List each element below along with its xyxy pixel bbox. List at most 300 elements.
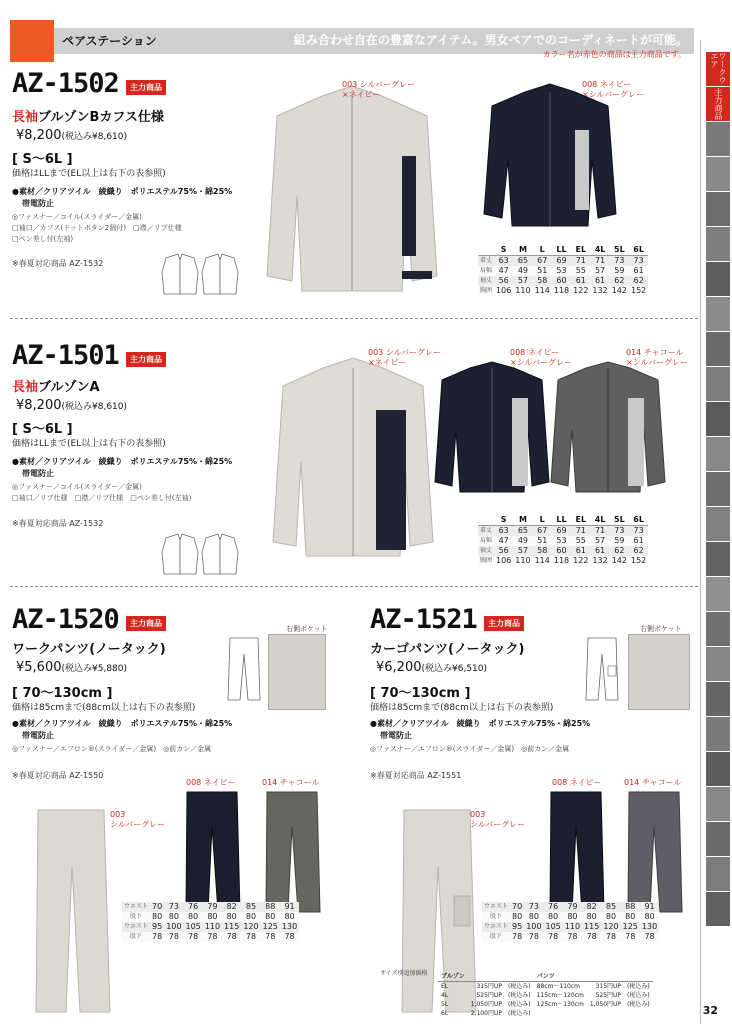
header-accent-block (10, 20, 54, 62)
pocket-label: 右側ポケット (640, 625, 682, 633)
side-tab[interactable] (706, 262, 730, 296)
size-cell: 55 (571, 266, 590, 276)
size-header: M (513, 515, 532, 526)
size-cell: 105 (545, 922, 561, 931)
product-code: AZ-1520 (12, 604, 119, 635)
row-label: 着丈 (480, 527, 493, 534)
size-cell: 69 (552, 256, 571, 267)
size-cell: 58 (533, 546, 552, 556)
product-name-red: 長袖 (12, 380, 39, 395)
size-cell: 61 (629, 266, 648, 276)
row-label: ウエスト (484, 903, 509, 910)
extra-price: 525円UP (476, 992, 502, 999)
size-header: 5L (610, 245, 629, 256)
size-header: M (513, 245, 532, 256)
table-row (478, 276, 648, 286)
size-cell: 60 (552, 276, 571, 286)
size-cell: 55 (571, 536, 590, 546)
extra-tax: (税込み) (507, 992, 531, 999)
size-cell: 62 (610, 276, 629, 286)
size-cell: 80 (152, 912, 163, 921)
size-cell: 63 (494, 526, 513, 537)
size-cell: 80 (222, 912, 241, 922)
side-tab[interactable] (706, 577, 730, 611)
side-tab[interactable] (706, 892, 730, 926)
product-code: AZ-1501 (12, 340, 119, 371)
size-cell: 53 (552, 536, 571, 546)
size-cell: 80 (601, 912, 620, 922)
pocket-detail-photo (628, 634, 690, 710)
pants-photo-charcoal (262, 790, 322, 914)
side-tab[interactable] (706, 437, 730, 471)
product-price (16, 128, 127, 143)
size-cell: 78 (203, 932, 222, 942)
size-cell: 71 (590, 526, 609, 537)
option-line: ◎ファスナー／コイル(スライダー／金属) (12, 483, 142, 491)
size-cell: 85 (601, 902, 620, 912)
size-cell: 78 (563, 932, 582, 942)
size-cell: 95 (512, 922, 523, 931)
size-cell: 61 (590, 546, 609, 556)
extra-price: 315円UP (595, 983, 622, 990)
extra-price: 1,050円UP (589, 1001, 622, 1008)
pants-size-table (122, 902, 299, 942)
side-tab[interactable] (706, 297, 730, 331)
option-line: ◎ファスナー／コイル(スライダー／金属) (12, 213, 142, 221)
color-label: 014 チャコール (624, 778, 682, 787)
size-cell: 82 (582, 902, 601, 912)
extra-size: EL (441, 983, 449, 990)
size-note: 価格はLLまで(EL以上は右下の表参照) (12, 439, 166, 449)
size-cell: 80 (241, 912, 260, 922)
product-name (12, 376, 100, 395)
size-cell: 125 (622, 922, 638, 931)
pants-size-table (482, 902, 659, 942)
size-cell: 118 (553, 286, 570, 295)
product-price (16, 660, 127, 675)
table-row (478, 256, 648, 267)
main-product-badge: 主力商品 (126, 80, 166, 95)
size-cell: 65 (513, 256, 532, 267)
size-cell: 70 (152, 902, 163, 911)
size-cell: 76 (183, 902, 202, 912)
antistatic-line: 帯電防止 (22, 469, 54, 478)
table-row (438, 982, 653, 992)
size-cell: 78 (512, 932, 523, 941)
size-cell: 78 (261, 932, 280, 942)
size-cell: 61 (571, 276, 590, 286)
size-cell: 60 (552, 546, 571, 556)
main-product-badge: 主力商品 (126, 352, 166, 367)
extra-tax: (税込み) (627, 983, 650, 990)
color-label: 008 ネイビー ×シルバーグレー (510, 348, 572, 367)
extra-head-jacket: ブルゾン (438, 972, 468, 982)
size-cell: 118 (553, 556, 570, 565)
size-cell: 114 (534, 286, 550, 295)
color-label: 008 ネイビー ×シルバーグレー (582, 80, 644, 99)
side-tab[interactable] (706, 542, 730, 576)
size-cell: 78 (280, 932, 299, 942)
summer-product-note: ※春夏対応商品 AZ-1532 (12, 259, 104, 268)
side-tab[interactable] (706, 122, 730, 156)
material-spec (12, 718, 232, 742)
price-tax: (税込み¥8,610) (61, 402, 128, 412)
size-cell: 80 (261, 912, 280, 922)
row-label: 股下 (122, 912, 150, 922)
option-line: ◎ファスナー／エフロン®(スライダー／金属) ◎前カン／金属 (370, 745, 570, 753)
product-name-red: 長袖 (12, 110, 39, 125)
option-line: □ペン差し付(左袖) (12, 235, 74, 243)
extra-price: 525円UP (595, 992, 622, 999)
size-cell: 70 (512, 902, 523, 911)
size-cell: 82 (222, 902, 241, 912)
row-label: 胸囲 (480, 287, 493, 294)
size-cell: 57 (590, 266, 609, 276)
pocket-label: 右側ポケット (286, 625, 328, 633)
product-price (16, 398, 127, 413)
extra-tax (624, 1009, 653, 1018)
size-cell: 71 (590, 256, 609, 267)
color-label: 014 チャコール (262, 778, 320, 787)
side-tab[interactable] (706, 857, 730, 891)
summer-product-note: ※春夏対応商品 AZ-1551 (370, 771, 462, 780)
summer-product-note: ※春夏対応商品 AZ-1532 (12, 519, 104, 528)
size-cell: 88 (261, 902, 280, 912)
size-range: [ 70～130cm ] (370, 686, 471, 701)
flat-sketch (160, 252, 240, 296)
pocket-detail-photo (268, 634, 326, 710)
size-header-corner (478, 515, 494, 526)
size-cell: 65 (513, 526, 532, 537)
size-cell: 59 (610, 536, 629, 546)
pants-photo-navy (546, 790, 606, 914)
side-tab[interactable] (706, 227, 730, 261)
price-tax: (税込み¥8,610) (61, 132, 128, 142)
size-cell: 62 (629, 546, 648, 556)
material-line: ●素材／クリアツイル 綾織り ポリエステル75%・綿25% (12, 719, 233, 728)
row-label: 着丈 (480, 257, 493, 264)
size-cell: 69 (552, 526, 571, 537)
side-tab[interactable] (706, 332, 730, 366)
size-range: [ 70～130cm ] (12, 686, 113, 701)
size-cell: 76 (543, 902, 562, 912)
color-label: 014 チャコール ×シルバーグレー (626, 348, 688, 367)
size-cell: 114 (534, 556, 550, 565)
table-row (478, 536, 648, 546)
flat-sketch (160, 532, 240, 576)
table-row (438, 1000, 653, 1009)
color-label: 008 ネイビー (552, 778, 602, 787)
size-cell: 57 (590, 536, 609, 546)
size-cell: 120 (603, 922, 619, 931)
size-header: 4L (590, 515, 609, 526)
size-header: 6L (629, 515, 648, 526)
product-price (376, 660, 487, 675)
jacket-photo-navy (480, 80, 620, 228)
row-label: 胸囲 (480, 557, 493, 564)
size-cell: 142 (611, 556, 627, 565)
side-tab[interactable] (706, 717, 730, 751)
size-cell: 79 (563, 902, 582, 912)
size-cell: 80 (164, 912, 183, 922)
size-cell: 78 (183, 932, 202, 942)
size-cell: 61 (590, 276, 609, 286)
size-header: LL (552, 515, 571, 526)
size-cell: 73 (164, 902, 183, 912)
size-cell: 73 (610, 526, 629, 537)
size-cell: 73 (524, 902, 543, 912)
row-label: 袖丈 (480, 277, 493, 284)
table-row (482, 922, 659, 932)
price-value: ¥5,600 (16, 660, 62, 675)
table-row (482, 932, 659, 942)
row-label: ウエスト (124, 903, 149, 910)
extra-price-table (438, 972, 653, 1018)
size-cell: 78 (601, 932, 620, 942)
size-cell: 62 (610, 546, 629, 556)
table-row (122, 912, 299, 922)
side-tab[interactable] (706, 682, 730, 716)
material-line: ●素材／クリアツイル 綾織り ポリエステル75%・綿25% (12, 187, 233, 196)
extra-price-title: サイズ別追加価格 (380, 970, 428, 977)
price-value: ¥8,200 (16, 398, 62, 413)
product-name: カーゴパンツ(ノータック) (370, 642, 525, 657)
size-header-corner (478, 245, 494, 256)
size-cell: 80 (280, 912, 299, 922)
extra-head-pants: パンツ (534, 972, 587, 982)
extra-size: 115cm～120cm (536, 992, 584, 999)
option-line: ◎ファスナー／エフロン®(スライダー／金属) ◎前カン／金属 (12, 745, 212, 753)
side-tab[interactable] (706, 822, 730, 856)
table-row (122, 932, 299, 942)
size-cell: 56 (494, 276, 513, 286)
size-cell: 110 (515, 286, 531, 295)
size-cell: 79 (203, 902, 222, 912)
jacket-photo-navy (432, 358, 552, 494)
color-label: 003 シルバーグレー (470, 810, 526, 829)
jacket-photo-silver (262, 76, 442, 296)
side-tab[interactable] (706, 752, 730, 786)
side-tab[interactable] (706, 647, 730, 681)
size-cell: 130 (641, 922, 658, 931)
pants-photo-charcoal (624, 790, 684, 914)
color-label: 003 シルバーグレー ×ネイビー (368, 348, 442, 367)
extra-price: 2,100円UP (470, 1010, 502, 1017)
row-label: 肩幅 (480, 267, 493, 274)
material-spec (12, 186, 232, 210)
table-row (478, 526, 648, 537)
table-row (478, 556, 648, 566)
extra-price (587, 1009, 624, 1018)
size-cell: 73 (610, 256, 629, 267)
size-range: [ S～6L ] (12, 152, 73, 167)
size-note: 価格はLLまで(EL以上は右下の表参照) (12, 169, 166, 179)
material-spec (370, 718, 590, 742)
side-tab[interactable] (706, 612, 730, 646)
side-tabs (706, 52, 730, 927)
size-cell: 80 (543, 912, 562, 922)
extra-size: 88cm～110cm (536, 983, 581, 990)
size-cell: 51 (533, 266, 552, 276)
size-cell: 120 (243, 922, 259, 931)
size-cell: 142 (611, 286, 627, 295)
size-header: EL (571, 515, 590, 526)
size-cell: 80 (512, 912, 523, 921)
size-cell: 88 (621, 902, 640, 912)
size-cell: 80 (582, 912, 601, 922)
size-header: EL (571, 245, 590, 256)
material-spec (12, 456, 232, 480)
summer-product-note: ※春夏対応商品 AZ-1550 (12, 771, 104, 780)
extra-price: 1,050円UP (470, 1001, 502, 1008)
extra-tax: (税込み) (507, 1010, 531, 1017)
options-list (12, 744, 211, 755)
table-row (122, 922, 299, 932)
jacket-size-table (478, 515, 648, 566)
size-cell: 78 (152, 932, 163, 941)
row-label: 股下 (482, 932, 510, 942)
jacket-photo-silver (268, 350, 438, 560)
material-line: ●素材／クリアツイル 綾織り ポリエステル75%・綿25% (370, 719, 591, 728)
size-cell: 91 (640, 902, 659, 912)
table-row (438, 1009, 653, 1018)
size-cell: 61 (571, 546, 590, 556)
option-line: □袖口／カフス(ドットボタン2個付) □襟／リブ仕様 (12, 224, 182, 232)
size-cell: 80 (621, 912, 640, 922)
size-cell: 61 (629, 536, 648, 546)
size-header: S (494, 515, 513, 526)
options-list (370, 744, 569, 755)
size-cell: 110 (564, 922, 581, 931)
flat-sketch (584, 636, 620, 702)
size-cell: 73 (629, 256, 648, 267)
side-tab[interactable] (706, 507, 730, 541)
size-cell: 71 (571, 256, 590, 267)
size-cell: 110 (204, 922, 221, 931)
table-row (482, 912, 659, 922)
size-cell: 67 (533, 256, 552, 267)
size-header: LL (552, 245, 571, 256)
size-cell: 105 (185, 922, 201, 931)
size-header: 6L (629, 245, 648, 256)
side-tab[interactable] (706, 192, 730, 226)
size-cell: 100 (526, 922, 542, 931)
size-cell: 57 (513, 276, 532, 286)
size-cell: 47 (494, 536, 513, 546)
main-product-badge: 主力商品 (484, 616, 524, 631)
size-cell: 78 (524, 932, 543, 942)
side-tab[interactable] (706, 157, 730, 191)
size-header: 5L (610, 515, 629, 526)
page-number: 32 (702, 1004, 718, 1017)
antistatic-line: 帯電防止 (22, 199, 54, 208)
side-tab[interactable] (706, 402, 730, 436)
size-cell: 152 (630, 286, 647, 295)
main-product-badge: 主力商品 (126, 616, 166, 631)
price-tax: (税込み¥5,880) (61, 664, 128, 674)
extra-tax: (税込み) (627, 1001, 650, 1008)
size-cell: 122 (573, 556, 589, 565)
size-cell: 78 (164, 932, 183, 942)
extra-size (534, 1009, 587, 1018)
size-header: L (533, 515, 552, 526)
options-list (12, 482, 191, 504)
pants-photo-navy (182, 790, 242, 914)
size-header: L (533, 245, 552, 256)
material-line: ●素材／クリアツイル 綾織り ポリエステル75%・綿25% (12, 457, 233, 466)
size-header: 4L (590, 245, 609, 256)
row-label: ウエスト (124, 923, 149, 930)
size-cell: 51 (533, 536, 552, 546)
price-value: ¥8,200 (16, 128, 62, 143)
size-cell: 110 (515, 556, 531, 565)
size-cell: 106 (496, 556, 512, 565)
jacket-size-table (478, 245, 648, 296)
size-cell: 80 (640, 912, 659, 922)
size-cell: 80 (203, 912, 222, 922)
side-tab[interactable] (706, 367, 730, 401)
table-row (478, 546, 648, 556)
size-cell: 130 (281, 922, 298, 931)
side-tab[interactable] (706, 472, 730, 506)
antistatic-line: 帯電防止 (380, 731, 412, 740)
size-cell: 132 (592, 556, 608, 565)
size-cell: 78 (582, 932, 601, 942)
size-cell: 91 (280, 902, 299, 912)
extra-tax: (税込み) (627, 992, 650, 999)
size-cell: 49 (513, 266, 532, 276)
header-note: カラー名が赤色の商品は主力商品です。 (542, 50, 686, 59)
table-row (482, 902, 659, 912)
product-name (12, 106, 164, 125)
extra-size: 5L (441, 1001, 449, 1008)
extra-size: 4L (441, 992, 449, 999)
flat-sketch (226, 636, 262, 702)
size-cell: 132 (592, 286, 608, 295)
side-tab[interactable]: 主力商品 (706, 87, 730, 121)
table-row (478, 266, 648, 276)
size-cell: 125 (262, 922, 278, 931)
side-tab[interactable]: ワークウエア (706, 52, 730, 86)
size-cell: 78 (222, 932, 241, 942)
size-cell: 67 (533, 526, 552, 537)
jacket-photo-charcoal (548, 358, 668, 494)
size-cell: 47 (494, 266, 513, 276)
price-tax: (税込み¥6,510) (421, 664, 488, 674)
header-tagline: 組み合わせ自在の豊富なアイテム。男女ペアでのコーディネートが可能。 (293, 33, 688, 47)
row-label: 股下 (122, 932, 150, 942)
antistatic-line: 帯電防止 (22, 731, 54, 740)
size-cell: 56 (494, 546, 513, 556)
table-row (478, 286, 648, 296)
size-cell: 80 (183, 912, 202, 922)
row-label: 股下 (482, 912, 510, 922)
divider (10, 586, 698, 587)
size-cell: 115 (584, 922, 600, 931)
extra-size: 6L (441, 1010, 449, 1017)
size-cell: 106 (496, 286, 512, 295)
size-cell: 80 (524, 912, 543, 922)
size-cell: 78 (640, 932, 659, 942)
side-tab[interactable] (706, 787, 730, 821)
size-note: 価格は85cmまで(88cm以上は右下の表参照) (370, 703, 554, 713)
extra-size: 125cm～130cm (536, 1001, 584, 1008)
row-label: 肩幅 (480, 537, 493, 544)
product-code: AZ-1502 (12, 68, 119, 99)
price-value: ¥6,200 (376, 660, 422, 675)
size-cell: 115 (224, 922, 240, 931)
extra-price: 315円UP (476, 983, 502, 990)
